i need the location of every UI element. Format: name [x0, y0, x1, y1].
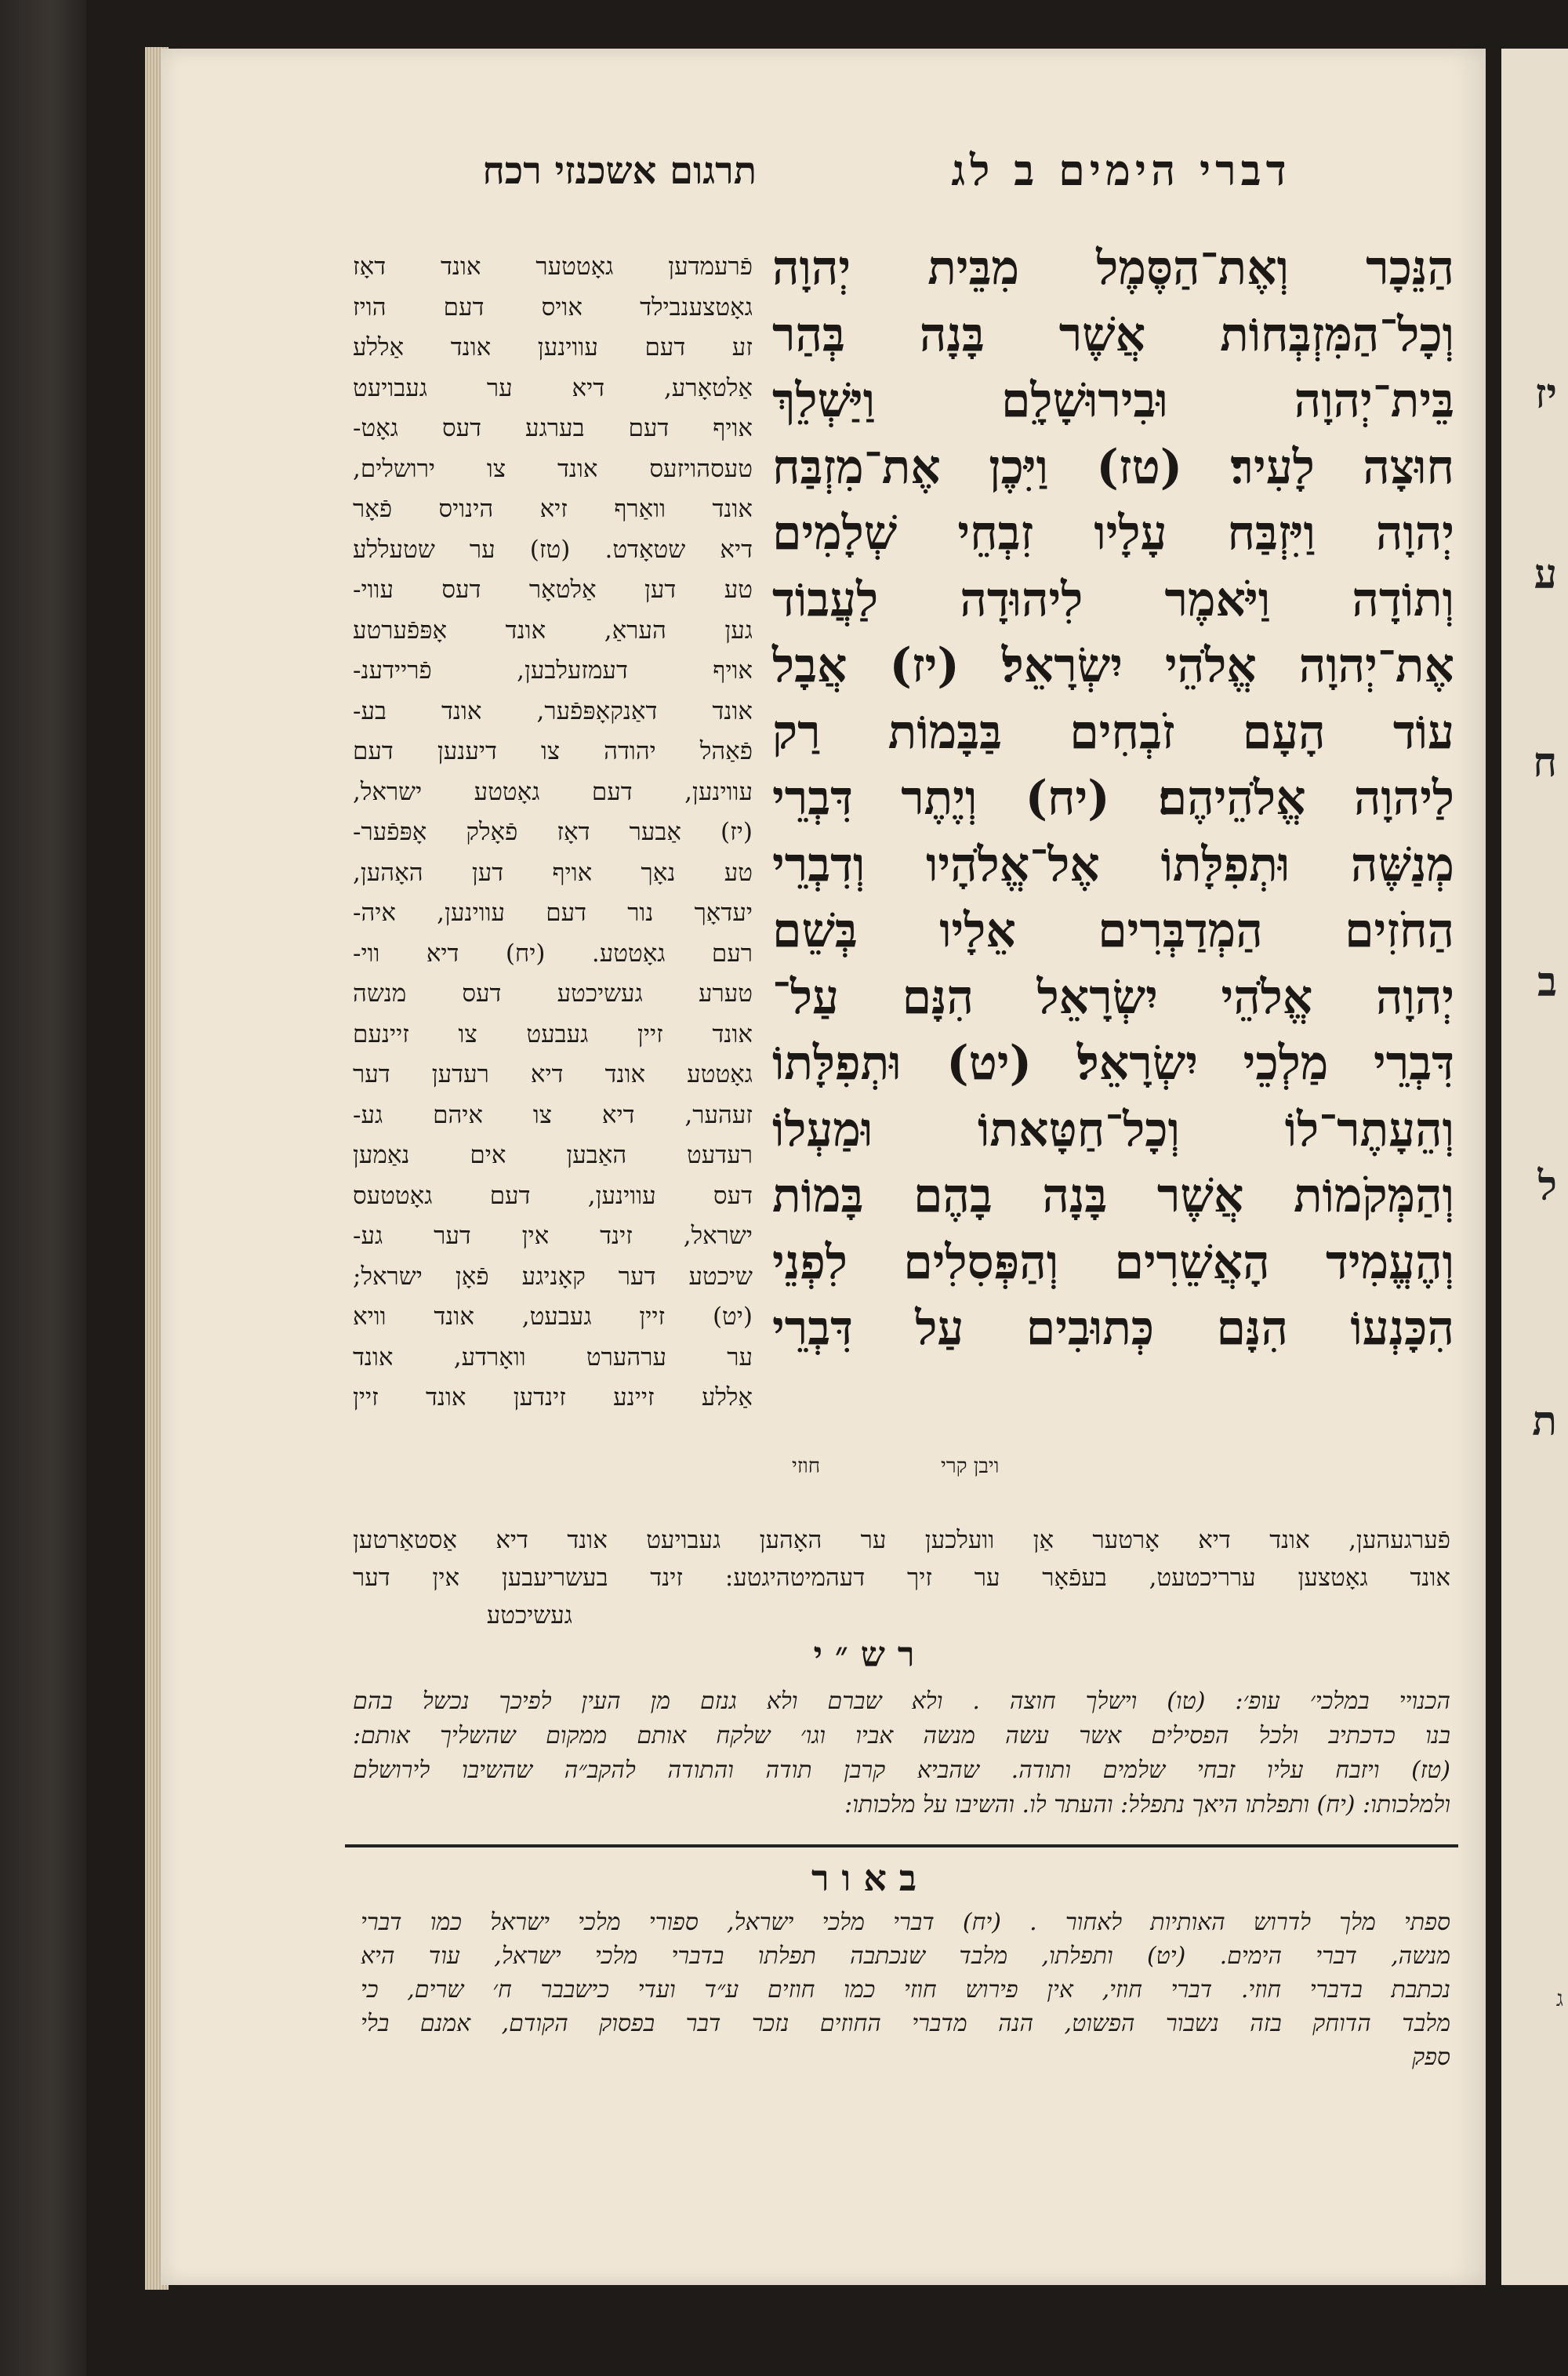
targum-header-title: תרגום אשכנזי רכח: [482, 149, 757, 193]
section-divider: [345, 1844, 1458, 1847]
biblical-text-column: [772, 235, 1454, 1362]
targum-line: (יט) זיין געבעט, אונד וויא: [353, 1302, 753, 1331]
targum-line: אונד דאַנקאָפּפֿער, אונד בע-: [353, 696, 753, 725]
targum-line: אויף דעמזעלבען, פֿריידענ-: [353, 656, 753, 685]
verse-line: הַחֹזִים הַמְדַבְּרִים אֵלָיו בְּשֵׁם: [772, 903, 1454, 958]
next-page-fragment: ל: [1537, 1162, 1557, 1210]
targum-continuation: [353, 1521, 1450, 1634]
verse-line: וְהֵעָתֶר־לוֹ וְכָל־חַטָּאתוֹ וּמַעְלוֹ: [772, 1102, 1454, 1157]
targum-line: דעס עווינען, דעם גאָטטעס: [353, 1181, 753, 1210]
next-page-fragment: יז: [1534, 370, 1557, 418]
verse-line: וְהַמְּקֹמוֹת אֲשֶׁר בָּנָה בָהֶם בָּמוֹת: [772, 1168, 1454, 1223]
next-page-fragment: ג: [1555, 1985, 1563, 2011]
targum-line: (יז) אַבער דאָז פֿאָלק אָפּפֿער-: [353, 818, 753, 846]
biur-line: מלבד הדוחק בזה נשבור הפשוט, הנה מדברי החוזים נזכר דבר בפסוק הקודם, אמנם בלי: [361, 2010, 1450, 2037]
targum-line: רעדעט האַבען אים נאַמען: [353, 1141, 753, 1169]
verse-line: אֶת־יְהוָה אֱלֹהֵי יִשְׂרָאֵל׃ (יז) אֲבָל: [772, 638, 1454, 693]
targum-line: זעהער, דיא צו איהם גע-: [353, 1100, 753, 1129]
biur-line: מנשה, דברי הימים. (יט) ותפלתו, מלבד שנכתבה תפלתו בדברי מלכי ישראל, עוד היא: [361, 1942, 1450, 1970]
targum-line: אונד זיין געבעט צו זיינעם: [353, 1019, 753, 1048]
targum-column: [353, 247, 753, 1419]
verse-line: וְהֶעֱמִיד הָאֲשֵׁרִים וְהַפְּסִלִים לִפְנֵי: [772, 1234, 1454, 1290]
ketiv-qere-note: ויבן קרי: [941, 1455, 1000, 1478]
targum-line: דיא שטאָדט. (טז) ער שטעללע: [353, 535, 753, 564]
verse-line: וְתוֹדָה וַיֹּאמֶר לִיהוּדָה לַעֲבוֹד: [772, 572, 1454, 627]
targum-line: זע דעם עווינען אונד אַללע: [353, 333, 753, 361]
targum-line: אויף דעם בערגע דעס גאָט-: [353, 414, 753, 442]
targum-line: אַללע זיינע זינדען אונד זיין: [353, 1383, 753, 1411]
targum-line: טערע געשיכטע דעס מנשה: [353, 979, 753, 1008]
biur-commentary: [361, 1906, 1450, 2074]
next-page-fragment: ע: [1534, 550, 1557, 598]
targum-line: אונד גאָטצען ערריכטעט, בעפֿאָר ער זיך דעהמיטהיגטע: זינד בעשריעבען אין דער: [353, 1564, 1450, 1592]
biur-heading: באור: [811, 1857, 930, 1899]
verse-line: בֵּית־יְהוָה וּבִירוּשָׁלִָם וַיַּשְׁלֵךְ: [772, 373, 1454, 428]
targum-line: גאָטצענבילד אויס דעם הויז: [353, 292, 753, 322]
verse-line: חוּצָה לָעִיר׃ (טז) וַיִּכֶן אֶת־מִזְבַּח: [772, 439, 1454, 495]
targum-line: אַלטאָרע, דיא ער געבויעט: [353, 373, 753, 402]
targum-line: פֿרעמדען גאָטטער אונד דאָז: [353, 252, 753, 281]
targum-line: גען העראַ, אונד אָפּפֿערטע: [353, 616, 753, 645]
verse-line: הִכָּנְעוֹ הִנָּם כְּתוּבִים עַל דִּבְרֵי: [772, 1301, 1454, 1356]
targum-line: געשיכטע: [486, 1601, 572, 1629]
targum-line: ער ערהערט וואָרדע, אונד: [353, 1342, 753, 1371]
rashi-line: (טז) ויזבח עליו זבחי שלמים ותודה. שהביא קרבן תודה והתודה להקב״ה שהשיבו לירושלם: [353, 1757, 1450, 1784]
rashi-line: הכנויי במלכי׳ עופ׳: (טו) וישלך חוצה . ולא שברם ולא גנזם מן העין לפיכך נכשל בהם: [353, 1688, 1450, 1715]
biur-line: נכתבת בדברי חוזי. דברי חוזי, אין פירוש חוזי כמו חוזים ע״ד ועדי כישבבר ח׳ שרים, כי: [361, 1976, 1450, 2004]
targum-line: טע דען אַלטאָר דעס עווי-: [353, 576, 753, 604]
verse-line: הַנֵּכָר וְאֶת־הַסֶּמֶל מִבֵּית יְהוָה: [772, 241, 1454, 296]
verse-line: יְהוָה אֱלֹהֵי יִשְׂרָאֵל הִנָּם עַל־: [772, 969, 1454, 1025]
next-page-edge: [1501, 49, 1568, 2285]
verse-line: יְהוָה וַיִּזְבַּח עָלָיו זִבְחֵי שְׁלָמִים: [772, 506, 1454, 561]
targum-line: רעם גאָטטע. (יח) דיא ווי-: [353, 939, 753, 968]
ketiv-qere-note: חוזי: [792, 1455, 821, 1478]
targum-line: עווינען, דעם גאָטטע ישראל,: [353, 777, 753, 806]
verse-line: עוֹד הָעָם זֹבְחִים בַּבָּמוֹת רַק: [772, 704, 1454, 760]
rashi-commentary: [353, 1684, 1450, 1822]
targum-line: יעדאָך נור דעם עווינען, איה-: [353, 899, 753, 927]
next-page-fragment: ב: [1537, 958, 1557, 1006]
targum-line: ישראל, זינד אין דער גע-: [353, 1222, 753, 1250]
rashi-line: בנו כדכתיב ולכל הפסילים אשר עשה מנשה אביו וגו׳ שלקח אותם ממקום שהשליך אותם:: [353, 1722, 1450, 1749]
verse-line: לַיהוָה אֱלֹהֵיהֶם׃ (יח) וְיֶתֶר דִּבְרֵי: [772, 771, 1454, 826]
next-page-fragment: ת: [1532, 1397, 1557, 1445]
page-header-title: דברי הימים ב לג: [951, 145, 1291, 195]
targum-line: פֿאַהל יהודה צו דיענען דעם: [353, 737, 753, 765]
targum-line: טע נאָך אויף דען האָהען,: [353, 858, 753, 887]
targum-line: פֿערגעהען, אונד דיא אָרטער אַן וועלכען ער האָהען געבויעט אונד דיא אַסטאַרטען: [353, 1526, 1450, 1554]
targum-line: טעסהויזעס אונד צו ירושלים,: [353, 454, 753, 483]
biur-line: ספק: [1412, 2044, 1450, 2071]
rashi-line: ולמלכותו: (יח) ותפלתו היאך נתפלל: והעתר לו. והשיבו על מלכותו:: [844, 1791, 1450, 1818]
targum-line: שיכטע דער קאָניגע פֿאָן ישראל;: [353, 1262, 753, 1291]
verse-line: דִּבְרֵי מַלְכֵי יִשְׂרָאֵל׃ (יט) וּתְפִלָּתוֹ: [772, 1036, 1454, 1091]
verse-line: מְנַשֶּׁה וּתְפִלָּתוֹ אֶל־אֱלֹהָיו וְדִבְרֵי: [772, 837, 1454, 892]
biur-line: ספתי מלך לדרוש האותיות לאחור . (יח) דברי מלכי ישראל, ספורי מלכי ישראל כמו דברי: [361, 1909, 1450, 1936]
rashi-heading: רש״י: [813, 1635, 927, 1675]
next-page-fragment: ח: [1533, 739, 1557, 787]
targum-line: גאָטטע אונד דיא רעדען דער: [353, 1060, 753, 1088]
verse-line: וְכָל־הַמִּזְבְּחוֹת אֲשֶׁר בָּנָה בְּהַר: [772, 307, 1454, 362]
book-binding: [0, 0, 86, 2376]
targum-line: אונד וואַרף זיא הינויס פֿאָר: [353, 495, 753, 523]
